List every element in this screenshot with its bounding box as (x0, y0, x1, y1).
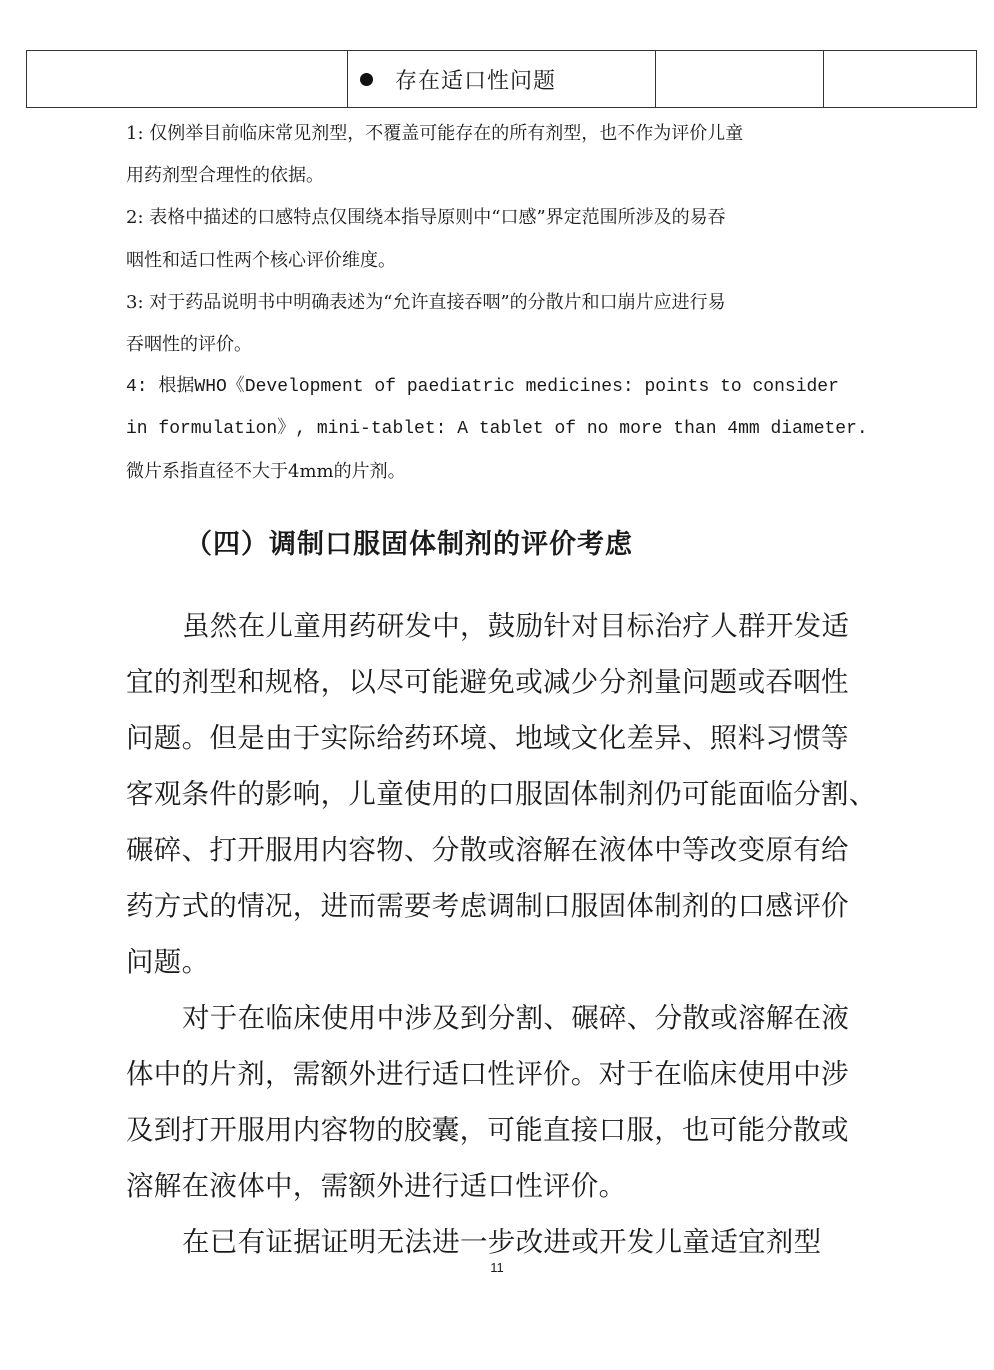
paragraph-line: 客观条件的影响，儿童使用的口服固体制剂仍可能面临分割、 (126, 778, 877, 810)
bullet-icon (360, 73, 373, 86)
paragraph-line: 溶解在液体中，需额外进行适口性评价。 (126, 1170, 627, 1202)
page-number: 11 (490, 1260, 504, 1275)
section-heading: （四）调制口服固体制剂的评价考虑 (185, 529, 633, 560)
footnote-line: 4: 根据WHO《Development of paediatric medicines: points to consider (126, 377, 839, 398)
table-cell (656, 51, 824, 107)
table-cell (348, 51, 656, 107)
paragraph-line: 及到打开服用内容物的胶囊，可能直接口服，也可能分散或 (126, 1114, 849, 1146)
footnote-line: 微片系指直径不大于4mm的片剂。 (126, 460, 406, 482)
footnote-line: in formulation》, mini-tablet: A tablet of no more than 4mm diameter. (126, 419, 868, 440)
table-cell (824, 51, 976, 107)
paragraph-line: 问题。但是由于实际给药环境、地域文化差异、照料习惯等 (126, 722, 849, 754)
paragraph-line: 体中的片剂，需额外进行适口性评价。对于在临床使用中涉 (126, 1058, 849, 1090)
paragraph-line: 对于在临床使用中涉及到分割、碾碎、分散或溶解在液 (182, 1002, 850, 1034)
table-last-row (26, 50, 977, 108)
footnote-line: 咽性和适口性两个核心评价维度。 (126, 249, 396, 271)
footnote-line: 2: 表格中描述的口感特点仅围绕本指导原则中“口感”界定范围所涉及的易吞 (126, 207, 726, 229)
table-cell (27, 51, 348, 107)
paragraph-line: 虽然在儿童用药研发中，鼓励针对目标治疗人群开发适 (182, 610, 850, 642)
paragraph-line: 问题。 (126, 946, 210, 978)
footnote-line: 用药剂型合理性的依据。 (126, 165, 324, 187)
footnotes (126, 113, 886, 493)
footnote-line: 1: 仅例举目前临床常见剂型，不覆盖可能存在的所有剂型，也不作为评价儿童 (126, 123, 744, 144)
paragraph-line: 碾碎、打开服用内容物、分散或溶解在液体中等改变原有给 (126, 834, 849, 866)
paragraph-line: 药方式的情况，进而需要考虑调制口服固体制剂的口感评价 (126, 890, 849, 922)
paragraph-line: 宜的剂型和规格，以尽可能避免或减少分剂量问题或吞咽性 (126, 666, 849, 698)
footnote-line: 吞咽性的评价。 (126, 333, 252, 355)
footnote-line: 3: 对于药品说明书中明确表述为“允许直接吞咽”的分散片和口崩片应进行易 (126, 291, 726, 313)
cell-text: 存在适口性问题 (395, 68, 557, 94)
body-text (126, 598, 886, 1270)
paragraph-line: 在已有证据证明无法进一步改进或开发儿童适宜剂型 (182, 1226, 822, 1258)
